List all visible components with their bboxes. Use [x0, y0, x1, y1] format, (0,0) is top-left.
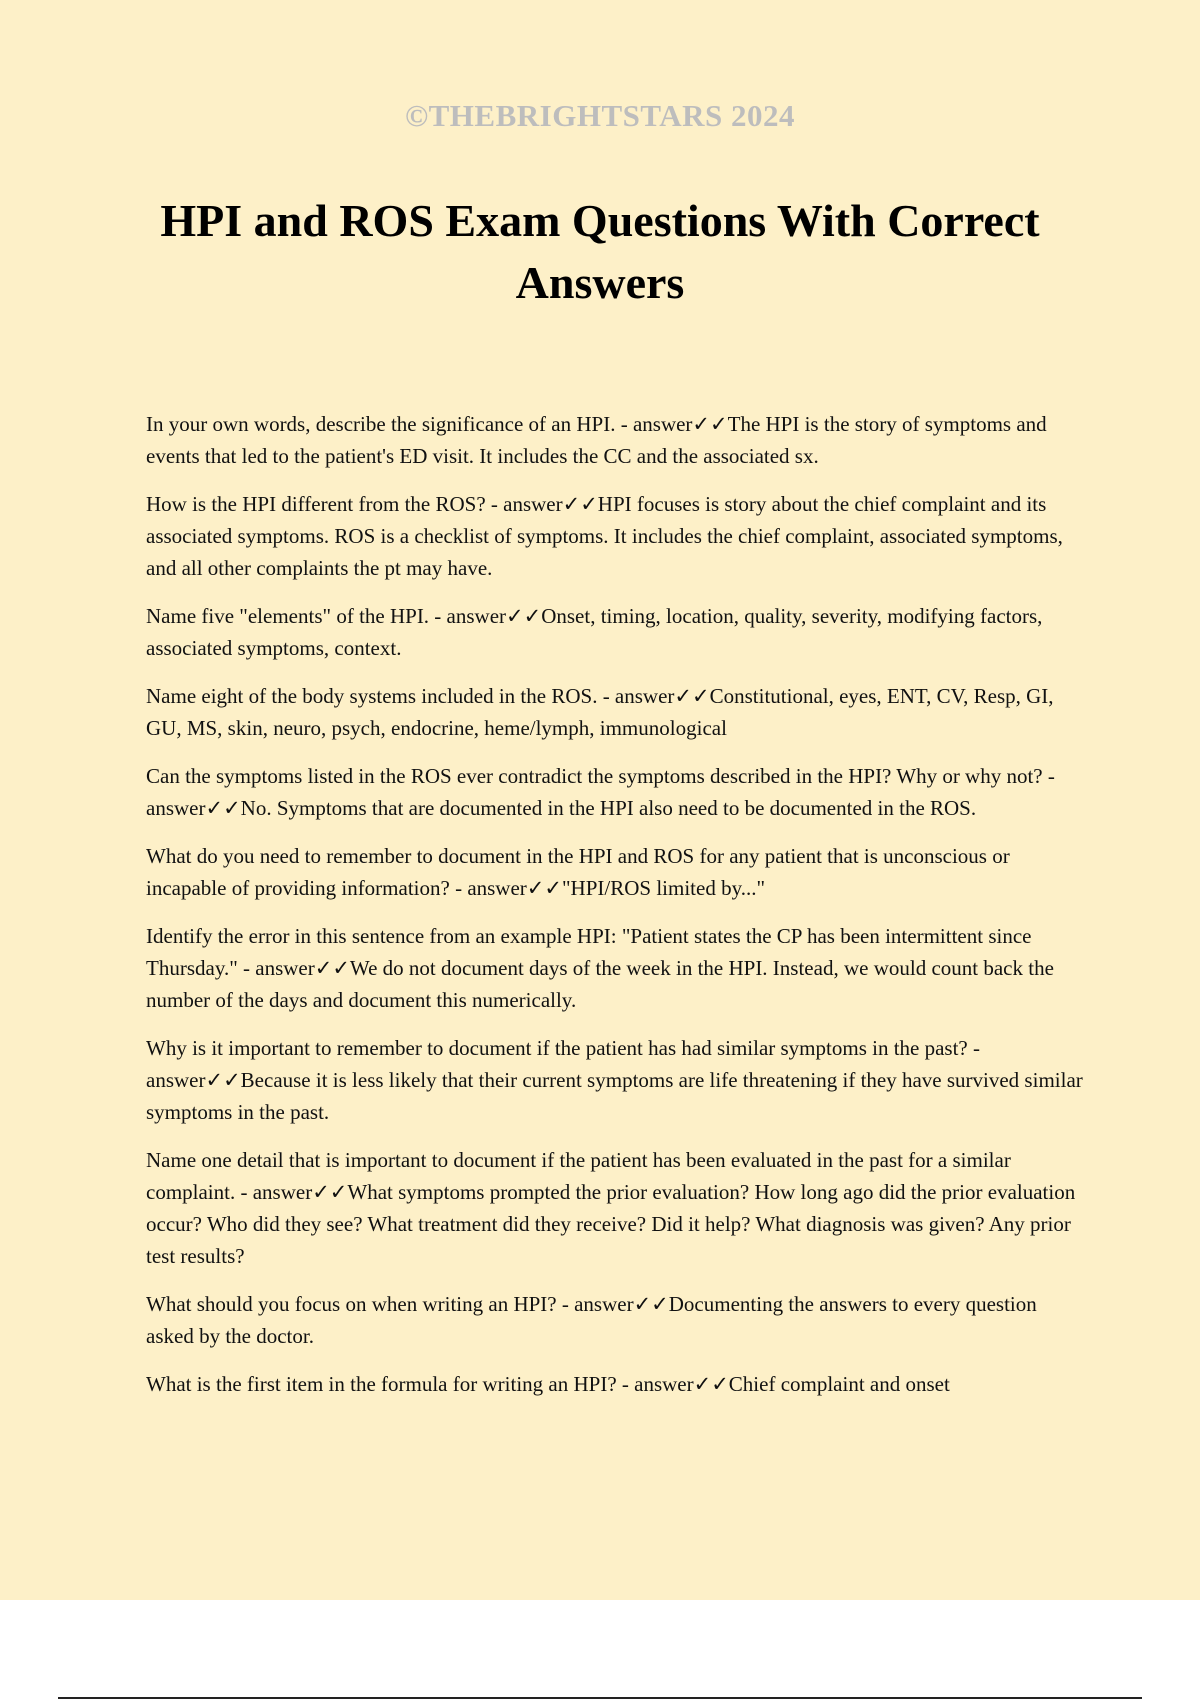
- document-title: HPI and ROS Exam Questions With Correct Answers: [160, 195, 1040, 308]
- qa-item: How is the HPI different from the ROS? - answer✓✓HPI focuses is story about the chief complaint and its associated symptoms. ROS is a checklist of symptoms. It includes the chief complaint, associated symptoms, and all other complaints the pt may have.: [146, 492, 1063, 580]
- qa-item: What is the first item in the formula for writing an HPI? - answer✓✓Chief complaint and onset: [146, 1372, 950, 1396]
- qa-item: Name one detail that is important to document if the patient has been evaluated in the past for a similar complaint. - answer✓✓What symptoms prompted the prior evaluation? How long ago did the prior evaluation occur? Who did they see? What treatment did they receive? Did it help? What diagnosis was given? Any prior test results?: [146, 1148, 1076, 1268]
- qa-item: Name five "elements" of the HPI. - answer✓✓Onset, timing, location, quality, severity, modifying factors, associated symptoms, context.: [146, 604, 1043, 660]
- qa-list: [146, 408, 1086, 1416]
- qa-item: What do you need to remember to document in the HPI and ROS for any patient that is unconscious or incapable of providing information? - answer✓✓"HPI/ROS limited by...": [146, 844, 1010, 900]
- qa-item: In your own words, describe the significance of an HPI. - answer✓✓The HPI is the story of symptoms and events that led to the patient's ED visit. It includes the CC and the associated sx.: [146, 412, 1047, 468]
- qa-item: What should you focus on when writing an HPI? - answer✓✓Documenting the answers to every question asked by the doctor.: [146, 1292, 1037, 1348]
- watermark: ©THEBRIGHTSTARS 2024: [404, 98, 796, 133]
- qa-item: Why is it important to remember to document if the patient has had similar symptoms in the past? - answer✓✓Because it is less likely that their current symptoms are life threatening if they have survived similar symptoms in the past.: [146, 1036, 1083, 1124]
- qa-item: Identify the error in this sentence from an example HPI: "Patient states the CP has been intermittent since Thursday." - answer✓✓We do not document days of the week in the HPI. Instead, we would count back the number of the days and document this numerically.: [146, 924, 1054, 1012]
- bottom-divider: [58, 1697, 1142, 1699]
- qa-item: Name eight of the body systems included in the ROS. - answer✓✓Constitutional, eyes, ENT, CV, Resp, GI, GU, MS, skin, neuro, psych, endocrine, heme/lymph, immunological: [146, 684, 1054, 740]
- qa-item: Can the symptoms listed in the ROS ever contradict the symptoms described in the HPI? Why or why not? - answer✓✓No. Symptoms that are documented in the HPI also need to be documented in the ROS.: [146, 764, 1055, 820]
